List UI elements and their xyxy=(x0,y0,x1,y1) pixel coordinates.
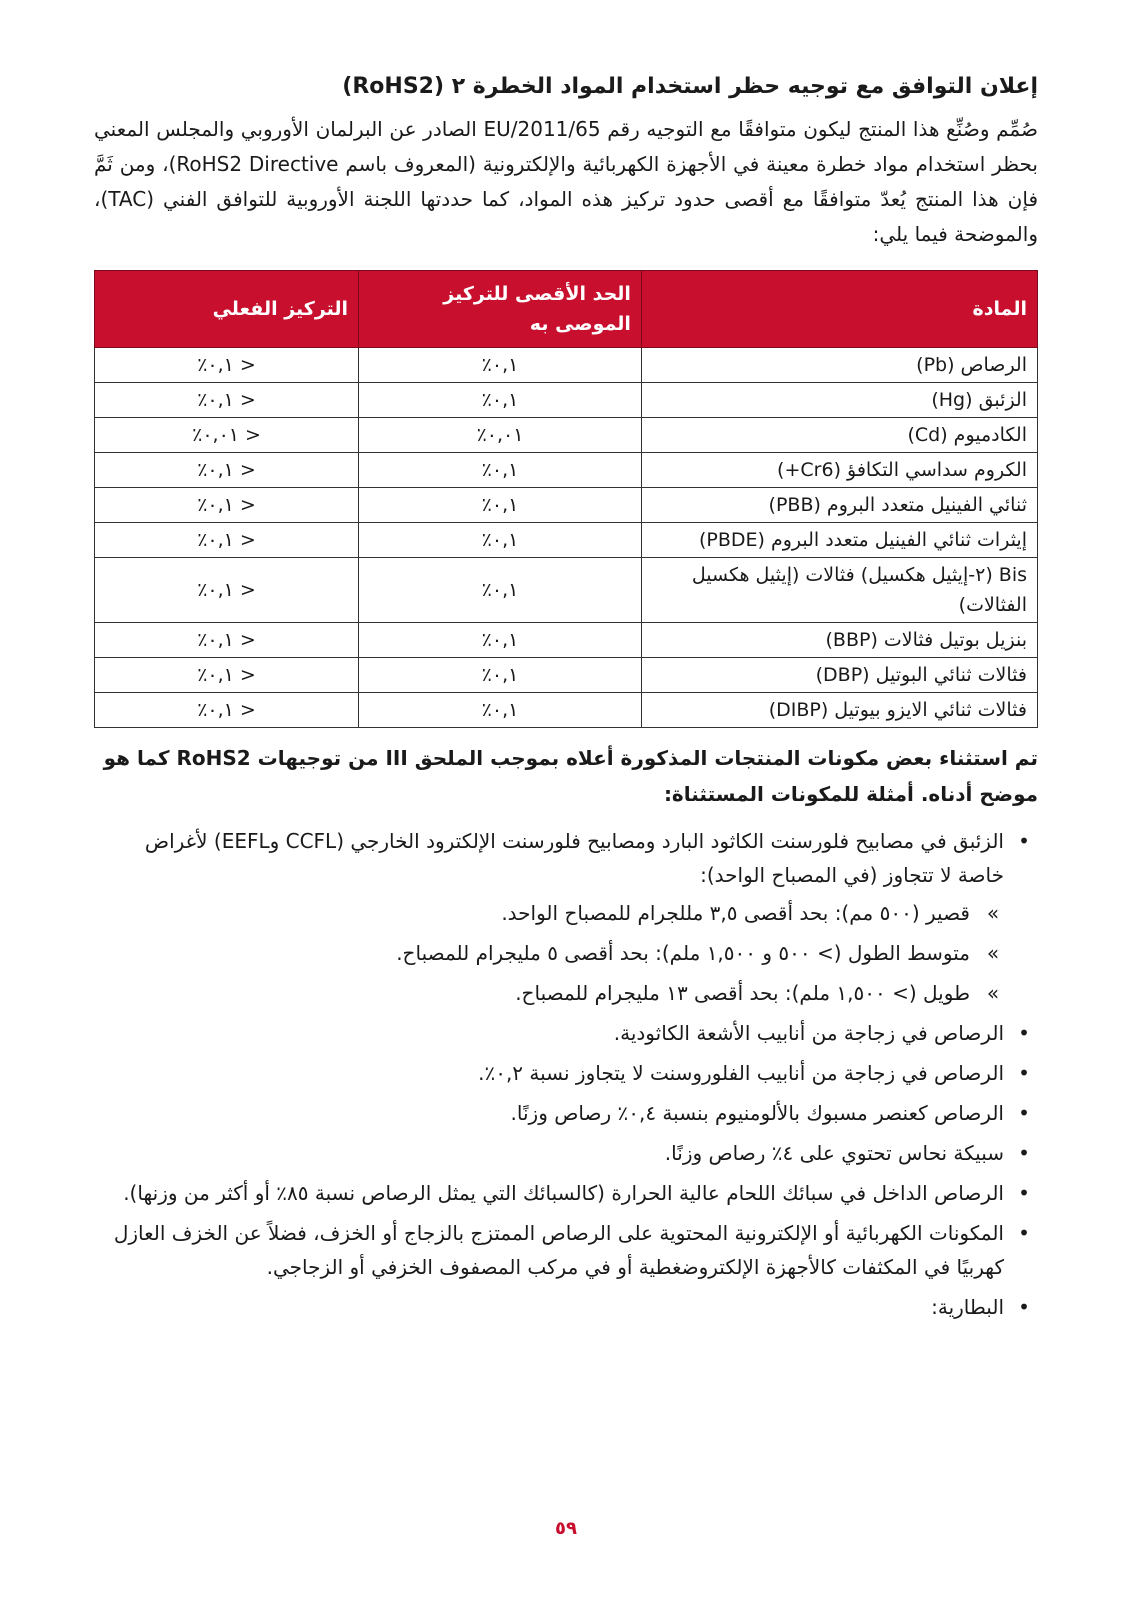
bullet-icon: • xyxy=(1018,1295,1030,1319)
chevron-icon: » xyxy=(986,901,1000,925)
table-row xyxy=(95,453,1038,488)
list-item-text: الزئبق في مصابيح فلورسنت الكاثود البارد ومصابيح فلورسنت الإلكترود الخارجي (CCFL وEEFL) لأغراض خاصة لا تتجاوز (في المصباح الواحد): xyxy=(144,829,1004,887)
sub-item-text: طويل (> ١,٥٠٠ ملم): بحد أقصى ١٣ مليجرام للمصباح. xyxy=(515,981,970,1005)
max-cell: ٠,١٪ xyxy=(359,658,642,693)
sub-item-text: متوسط الطول (> ٥٠٠ و ١,٥٠٠ ملم): بحد أقصى ٥ مليجرام للمصباح. xyxy=(396,941,970,965)
max-cell: ٠,١٪ xyxy=(359,558,642,623)
bullet-icon: • xyxy=(1018,1021,1030,1045)
table-row xyxy=(95,418,1038,453)
actual-cell: < ٠,١٪ xyxy=(95,453,359,488)
actual-cell: < ٠,٠١٪ xyxy=(95,418,359,453)
table-row xyxy=(95,623,1038,658)
list-item-text: سبيكة نحاس تحتوي على ٤٪ رصاص وزنًا. xyxy=(664,1141,1004,1165)
intro-paragraph: صُمِّم وصُنِّع هذا المنتج ليكون متوافقًا مع التوجيه رقم 2011/65/EU الصادر عن البرلمان الأوروبي والمجلس المعني بحظر استخدام مواد خطرة معينة في الأجهزة الكهربائية والإلكترونية (المعروف باسم RoHS2 Directive)، ومن ثَمَّ فإن هذا المنتج يُعدّ متوافقًا مع أقصى حدود تركيز هذه المواد، كما حددتها اللجنة الأوروبية للتوافق الفني (TAC)، والموضحة فيما يلي: xyxy=(94,117,1038,246)
table-row xyxy=(95,693,1038,728)
bullet-icon: • xyxy=(1018,1181,1030,1205)
actual-cell: < ٠,١٪ xyxy=(95,693,359,728)
list-item xyxy=(94,1176,1038,1210)
material-cell: ثنائي الفينيل متعدد البروم (PBB) xyxy=(641,488,1037,523)
list-item-text: البطارية: xyxy=(931,1295,1004,1319)
document-page xyxy=(94,72,1038,1330)
material-cell: الكادميوم (Cd) xyxy=(641,418,1037,453)
table-row xyxy=(95,658,1038,693)
exemption-list xyxy=(94,824,1038,1324)
table-row xyxy=(95,383,1038,418)
lamp-limits-list xyxy=(94,896,1004,1010)
max-cell: ٠,٠١٪ xyxy=(359,418,642,453)
list-item xyxy=(94,1290,1038,1324)
material-cell: Bis (٢-إيثيل هكسيل) فثالات (إيثيل هكسيل الفثالات) xyxy=(641,558,1037,623)
max-cell: ٠,١٪ xyxy=(359,383,642,418)
bullet-icon: • xyxy=(1018,1061,1030,1085)
actual-cell: < ٠,١٪ xyxy=(95,658,359,693)
table-header-row xyxy=(95,271,1038,348)
max-cell: ٠,١٪ xyxy=(359,693,642,728)
substance-table xyxy=(94,270,1038,728)
max-cell: ٠,١٪ xyxy=(359,488,642,523)
material-cell: الكروم سداسي التكافؤ (Cr6+) xyxy=(641,453,1037,488)
max-cell: ٠,١٪ xyxy=(359,623,642,658)
list-item xyxy=(94,1016,1038,1050)
bullet-icon: • xyxy=(1018,829,1030,853)
material-cell: إيثرات ثنائي الفينيل متعدد البروم (PBDE) xyxy=(641,523,1037,558)
exemption-note: تم استثناء بعض مكونات المنتجات المذكورة أعلاه بموجب الملحق III من توجيهات RoHS2 كما هو موضح أدناه. أمثلة للمكونات المستثناة: xyxy=(103,746,1038,806)
table-row xyxy=(95,348,1038,383)
material-cell: فثالات ثنائي الايزو بيوتيل (DIBP) xyxy=(641,693,1037,728)
max-cell: ٠,١٪ xyxy=(359,453,642,488)
bullet-icon: • xyxy=(1018,1221,1030,1245)
list-item-text: المكونات الكهربائية أو الإلكترونية المحتوية على الرصاص الممتزج بالزجاج أو الخزف، فضلاً عن الخزف العازل كهربيًا في المكثفات كالأجهزة الإلكتروضغطية أو في مركب المصفوف الخزفي أو الزجاجي. xyxy=(113,1221,1004,1279)
max-cell: ٠,١٪ xyxy=(359,523,642,558)
chevron-icon: » xyxy=(986,941,1000,965)
list-item-text: الرصاص كعنصر مسبوك بالألومنيوم بنسبة ٠,٤٪ رصاص وزنًا. xyxy=(510,1101,1004,1125)
list-item xyxy=(94,824,1038,1010)
bullet-icon: • xyxy=(1018,1141,1030,1165)
actual-cell: < ٠,١٪ xyxy=(95,488,359,523)
table-row xyxy=(95,558,1038,623)
chevron-icon: » xyxy=(986,981,1000,1005)
sub-list-item xyxy=(94,936,1004,970)
list-item xyxy=(94,1216,1038,1284)
header-actual-concentration: التركيز الفعلي xyxy=(95,271,359,348)
page-title: إعلان التوافق مع توجيه حظر استخدام المواد الخطرة ٢ (RoHS2) xyxy=(342,74,1038,99)
header-material: المادة xyxy=(641,271,1037,348)
actual-cell: < ٠,١٪ xyxy=(95,523,359,558)
list-item xyxy=(94,1136,1038,1170)
material-cell: بنزيل بوتيل فثالات (BBP) xyxy=(641,623,1037,658)
material-cell: الزئبق (Hg) xyxy=(641,383,1037,418)
header-max-concentration: الحد الأقصى للتركيز الموصى به xyxy=(359,271,642,348)
list-item xyxy=(94,1096,1038,1130)
material-cell: فثالات ثنائي البوتيل (DBP) xyxy=(641,658,1037,693)
actual-cell: < ٠,١٪ xyxy=(95,383,359,418)
max-cell: ٠,١٪ xyxy=(359,348,642,383)
bullet-icon: • xyxy=(1018,1101,1030,1125)
material-cell: الرصاص (Pb) xyxy=(641,348,1037,383)
table-row xyxy=(95,488,1038,523)
table-row xyxy=(95,523,1038,558)
list-item xyxy=(94,1056,1038,1090)
actual-cell: < ٠,١٪ xyxy=(95,558,359,623)
list-item-text: الرصاص في زجاجة من أنابيب الفلوروسنت لا يتجاوز نسبة ٠,٢٪. xyxy=(478,1061,1004,1085)
list-item-text: الرصاص في زجاجة من أنابيب الأشعة الكاثودية. xyxy=(613,1021,1004,1045)
sub-list-item xyxy=(94,896,1004,930)
list-item-text: الرصاص الداخل في سبائك اللحام عالية الحرارة (كالسبائك التي يمثل الرصاص نسبة ٨٥٪ أو أكثر من وزنها). xyxy=(123,1181,1004,1205)
actual-cell: < ٠,١٪ xyxy=(95,623,359,658)
page-number: ٥٩ xyxy=(555,1518,577,1539)
actual-cell: < ٠,١٪ xyxy=(95,348,359,383)
sub-item-text: قصير (٥٠٠ مم): بحد أقصى ٣,٥ مللجرام للمصباح الواحد. xyxy=(501,901,970,925)
sub-list-item xyxy=(94,976,1004,1010)
